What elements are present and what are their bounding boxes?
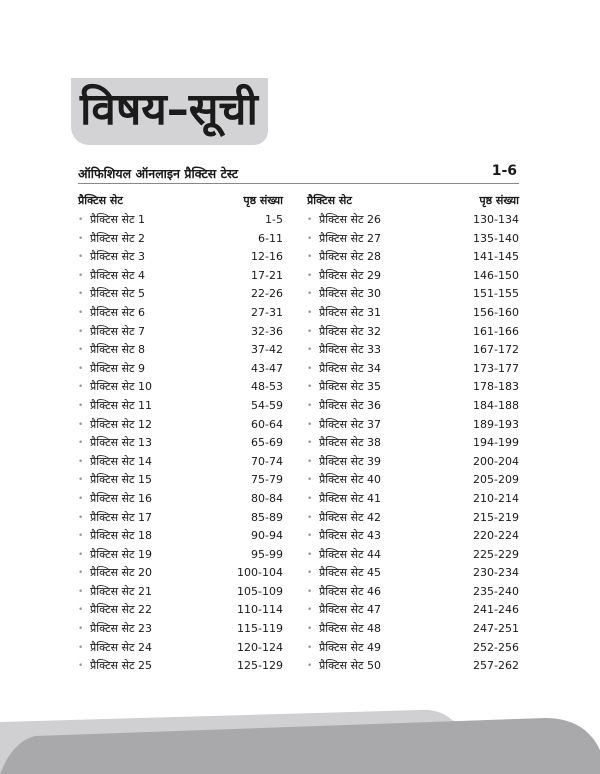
bullet-icon: • [307,568,313,579]
toc-entry [307,639,519,658]
bullet-icon: • [307,456,313,467]
entry-pages: 215-219 [473,510,519,524]
entry-pages: 184-188 [473,398,519,412]
entry-name: प्रैक्टिस सेट 39 [319,454,382,468]
entry-pages: 6-11 [258,231,283,245]
entry-name: प्रैक्टिस सेट 10 [90,380,153,394]
entry-pages: 115-119 [237,622,283,636]
entry-pages: 200-204 [473,454,519,468]
entry-pages: 156-160 [473,305,519,319]
entry-pages: 12-16 [251,250,283,264]
entry-name: प्रैक्टिस सेट 48 [319,622,382,636]
entry-name: प्रैक्टिस सेट 33 [319,343,382,357]
entry-name: प्रैक्टिस सेट 14 [90,454,153,468]
toc-entry [307,416,519,435]
toc-entry [78,304,283,323]
toc-entry [307,248,519,267]
entry-name: प्रैक्टिस सेट 29 [319,268,382,282]
column-header [307,193,519,211]
bullet-icon: • [307,363,313,374]
entry-pages: 146-150 [473,268,519,282]
bullet-icon: • [307,382,313,393]
entry-pages: 225-229 [473,547,519,561]
entry-pages: 110-114 [237,603,283,617]
entry-pages: 17-21 [251,268,283,282]
entry-name: प्रैक्टिस सेट 43 [319,529,382,543]
toc-entry [307,620,519,639]
entry-pages: 1-5 [265,213,283,226]
bullet-icon: • [307,512,313,523]
toc-entry [78,490,283,509]
bullet-icon: • [78,586,84,597]
toc-entry [78,620,283,639]
bullet-icon: • [307,345,313,356]
bullet-icon: • [307,549,313,560]
column-header-pages: पृष्ठ संख्या [479,194,519,207]
entry-pages: 125-129 [237,659,283,673]
entry-pages: 90-94 [251,529,283,543]
entry-pages: 220-224 [473,529,519,543]
toc-entry [78,471,283,490]
entry-pages: 247-251 [473,622,519,636]
entry-pages: 60-64 [251,417,283,431]
entry-name: प्रैक्टिस सेट 12 [90,417,153,431]
entry-name: प्रैक्टिस सेट 17 [90,510,153,524]
bullet-icon: • [78,568,84,579]
entry-name: प्रैक्टिस सेट 4 [90,268,146,282]
entry-name: प्रैक्टिस सेट 19 [90,547,153,561]
entry-name: प्रैक्टिस सेट 46 [319,584,382,598]
bullet-icon: • [307,642,313,653]
toc-entry [78,546,283,565]
entry-pages: 257-262 [473,659,519,673]
bullet-icon: • [78,382,84,393]
entry-pages: 85-89 [251,510,283,524]
entry-pages: 70-74 [251,454,283,468]
entry-pages: 32-36 [251,324,283,338]
entry-pages: 135-140 [473,231,519,245]
entry-pages: 205-209 [473,473,519,487]
entry-pages: 27-31 [251,305,283,319]
entry-name: प्रैक्टिस सेट 27 [319,231,382,245]
bullet-icon: • [307,624,313,635]
toc-entry [307,397,519,416]
entry-pages: 120-124 [237,640,283,654]
entry-name: प्रैक्टिस सेट 32 [319,324,382,338]
entry-pages: 241-246 [473,603,519,617]
bullet-icon: • [307,419,313,430]
entry-pages: 230-234 [473,566,519,580]
bullet-icon: • [78,642,84,653]
entry-name: प्रैक्टिस सेट 5 [90,287,146,301]
entry-pages: 252-256 [473,640,519,654]
page-title: विषय–सूची [80,84,258,135]
toc-entry [78,657,283,676]
toc-entry [78,211,283,230]
bullet-icon: • [78,531,84,542]
toc-entry [307,490,519,509]
entry-name: प्रैक्टिस सेट 23 [90,622,153,636]
bullet-icon: • [78,456,84,467]
bullet-icon: • [78,307,84,318]
toc-entry [307,509,519,528]
entry-pages: 54-59 [251,398,283,412]
column-header-name: प्रैक्टिस सेट [78,194,123,207]
section-title: ऑफिशियल ऑनलाइन प्रैक्टिस टेस्ट [78,166,239,181]
entry-name: प्रैक्टिस सेट 40 [319,473,382,487]
entry-name: प्रैक्टिस सेट 44 [319,547,382,561]
entry-pages: 75-79 [251,473,283,487]
toc-entry [307,323,519,342]
entry-name: प्रैक्टिस सेट 30 [319,287,382,301]
toc-entry [78,583,283,602]
toc-entry [307,527,519,546]
entry-pages: 173-177 [473,361,519,375]
bullet-icon: • [307,586,313,597]
bullet-icon: • [307,438,313,449]
toc-entry [307,211,519,230]
toc-entry [78,267,283,286]
entry-pages: 95-99 [251,547,283,561]
column-header [78,193,283,211]
entry-name: प्रैक्टिस सेट 24 [90,640,153,654]
toc-entry [307,434,519,453]
toc-entry [307,341,519,360]
toc-entry [78,323,283,342]
toc-entry [307,601,519,620]
entry-pages: 43-47 [251,361,283,375]
toc-entry [78,564,283,583]
toc-entry [78,416,283,435]
bullet-icon: • [307,289,313,300]
bullet-icon: • [78,252,84,263]
bullet-icon: • [78,624,84,635]
bullet-icon: • [78,345,84,356]
bullet-icon: • [78,549,84,560]
bullet-icon: • [307,326,313,337]
bullet-icon: • [78,419,84,430]
toc-entry [307,304,519,323]
toc-entry [78,248,283,267]
entry-name: प्रैक्टिस सेट 37 [319,417,382,431]
bullet-icon: • [307,270,313,281]
entry-pages: 151-155 [473,287,519,301]
entry-name: प्रैक्टिस सेट 38 [319,436,382,450]
toc-entry [307,564,519,583]
footer-decoration [0,690,600,774]
toc-entry [78,360,283,379]
bullet-icon: • [307,252,313,263]
toc-entry [78,453,283,472]
toc-entry [78,285,283,304]
entry-pages: 167-172 [473,343,519,357]
entry-pages: 178-183 [473,380,519,394]
entry-pages: 105-109 [237,584,283,598]
toc-entry [307,453,519,472]
bullet-icon: • [78,661,84,672]
bullet-icon: • [78,233,84,244]
entry-pages: 130-134 [473,213,519,226]
bullet-icon: • [78,326,84,337]
column-header-name: प्रैक्टिस सेट [307,194,352,207]
toc-entry [307,471,519,490]
entry-name: प्रैक्टिस सेट 41 [319,491,382,505]
section-header [78,165,519,184]
entry-pages: 100-104 [237,566,283,580]
toc-entry [78,397,283,416]
entry-pages: 210-214 [473,491,519,505]
entry-name: प्रैक्टिस सेट 1 [90,213,146,226]
bullet-icon: • [78,438,84,449]
entry-pages: 141-145 [473,250,519,264]
entry-name: प्रैक्टिस सेट 20 [90,566,153,580]
entry-pages: 37-42 [251,343,283,357]
entry-name: प्रैक्टिस सेट 34 [319,361,382,375]
entry-name: प्रैक्टिस सेट 7 [90,324,146,338]
entry-name: प्रैक्टिस सेट 3 [90,250,146,264]
entry-pages: 22-26 [251,287,283,301]
entry-pages: 65-69 [251,436,283,450]
entry-name: प्रैक्टिस सेट 35 [319,380,382,394]
bullet-icon: • [78,400,84,411]
entry-name: प्रैक्टिस सेट 26 [319,213,382,226]
entry-name: प्रैक्टिस सेट 25 [90,659,153,673]
bullet-icon: • [307,661,313,672]
toc-column-left [78,193,283,676]
toc-entry [78,639,283,658]
entry-name: प्रैक्टिस सेट 15 [90,473,153,487]
entry-pages: 48-53 [251,380,283,394]
toc-entry [307,360,519,379]
entry-name: प्रैक्टिस सेट 45 [319,566,382,580]
bullet-icon: • [78,363,84,374]
bullet-icon: • [307,215,313,225]
toc-entry [307,583,519,602]
bullet-icon: • [78,605,84,616]
entry-name: प्रैक्टिस सेट 16 [90,491,153,505]
bullet-icon: • [78,215,84,225]
entry-name: प्रैक्टिस सेट 31 [319,305,382,319]
entry-name: प्रैक्टिस सेट 6 [90,305,146,319]
entry-name: प्रैक्टिस सेट 8 [90,343,146,357]
entry-name: प्रैक्टिस सेट 28 [319,250,382,264]
bullet-icon: • [78,289,84,300]
bullet-icon: • [307,307,313,318]
toc-entry [307,267,519,286]
toc-entry [78,527,283,546]
bullet-icon: • [307,233,313,244]
bullet-icon: • [307,475,313,486]
entry-name: प्रैक्टिस सेट 2 [90,231,146,245]
section-page-range: 1-6 [491,163,517,179]
entry-name: प्रैक्टिस सेट 9 [90,361,146,375]
entry-pages: 161-166 [473,324,519,338]
toc-entry [78,601,283,620]
bullet-icon: • [307,605,313,616]
entry-name: प्रैक्टिस सेट 47 [319,603,382,617]
column-header-pages: पृष्ठ संख्या [243,194,283,207]
entry-name: प्रैक्टिस सेट 49 [319,640,382,654]
bullet-icon: • [78,475,84,486]
toc-entry [307,378,519,397]
toc-entry [78,230,283,249]
entry-pages: 194-199 [473,436,519,450]
bullet-icon: • [78,270,84,281]
entry-name: प्रैक्टिस सेट 42 [319,510,382,524]
entry-pages: 80-84 [251,491,283,505]
entry-pages: 235-240 [473,584,519,598]
bullet-icon: • [78,493,84,504]
toc-entry [307,546,519,565]
entry-pages: 189-193 [473,417,519,431]
entry-name: प्रैक्टिस सेट 36 [319,398,382,412]
entry-name: प्रैक्टिस सेट 22 [90,603,153,617]
bullet-icon: • [307,493,313,504]
toc-entry [307,285,519,304]
toc-entry [78,509,283,528]
entry-name: प्रैक्टिस सेट 18 [90,529,153,543]
toc-entry [307,657,519,676]
entry-name: प्रैक्टिस सेट 13 [90,436,153,450]
toc-entry [78,434,283,453]
entry-name: प्रैक्टिस सेट 11 [90,398,153,412]
toc-entry [78,341,283,360]
bullet-icon: • [307,531,313,542]
toc-column-right [307,193,519,676]
entry-name: प्रैक्टिस सेट 50 [319,659,382,673]
bullet-icon: • [78,512,84,523]
bullet-icon: • [307,400,313,411]
entry-name: प्रैक्टिस सेट 21 [90,584,153,598]
toc-entry [78,378,283,397]
toc-entry [307,230,519,249]
